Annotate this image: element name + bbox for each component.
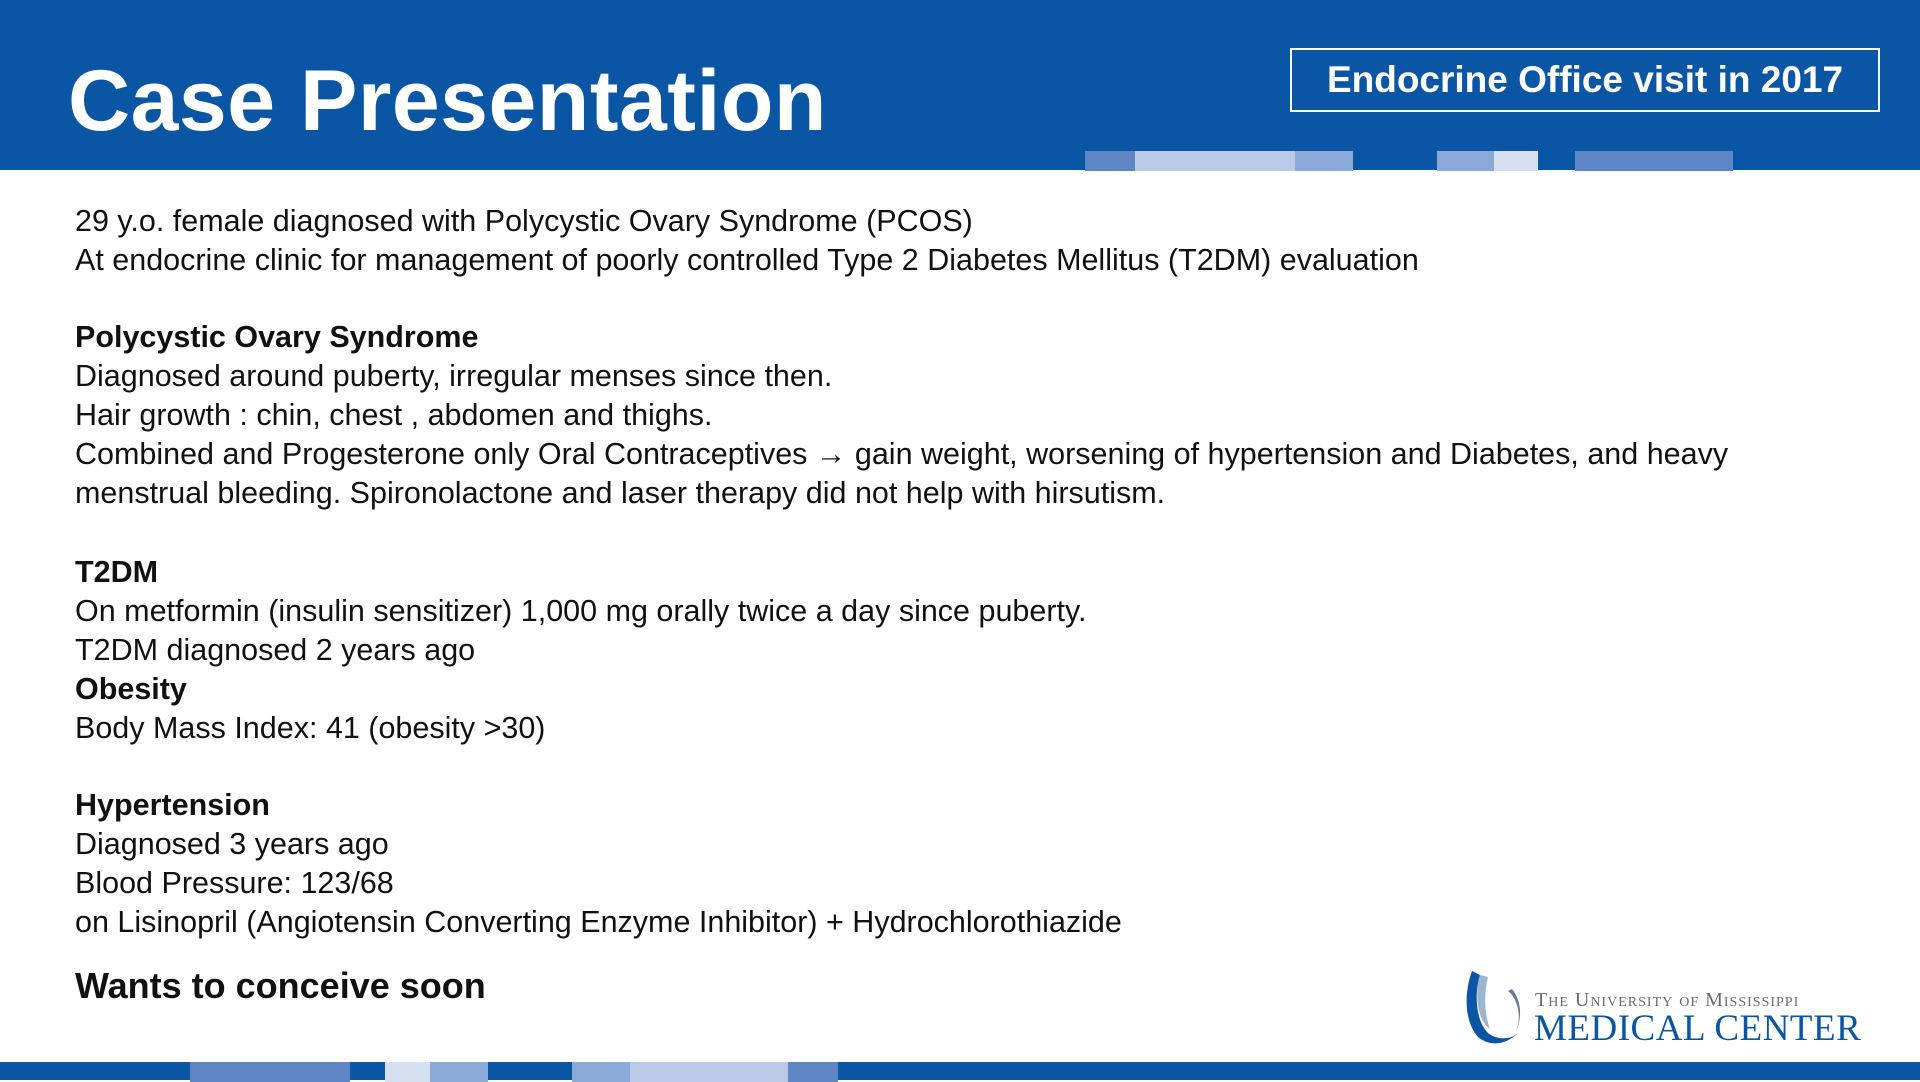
t2dm-line: On metformin (insulin sensitizer) 1,000 mg orally twice a day since puberty. [75,594,1087,628]
header-bar [0,0,1920,170]
slide-body [75,202,1835,1005]
logo-mark-icon [1460,963,1530,1048]
t2dm-line: T2DM diagnosed 2 years ago [75,633,476,667]
visit-label-box [1290,48,1880,112]
footer-strip [572,1062,630,1082]
logo-bottom-text: MEDICAL CENTER [1534,1008,1862,1049]
pcos-line: Diagnosed around puberty, irregular menses since then. [75,359,833,393]
intro-line: At endocrine clinic for management of poorly controlled Type 2 Diabetes Mellitus (T2DM) evaluation [75,243,1419,277]
hypertension-line: Diagnosed 3 years ago [75,827,389,861]
footer-strip [385,1062,430,1082]
footer-strip [788,1062,838,1082]
t2dm-heading: T2DM [75,555,159,589]
logo-top-text: The University of Mississippi [1535,989,1800,1011]
header-strip [1575,151,1733,171]
obesity-line: Body Mass Index: 41 (obesity >30) [75,711,546,745]
arrow-right-icon: → [815,437,847,471]
intro-line: 29 y.o. female diagnosed with Polycystic Ovary Syndrome (PCOS) [75,204,973,238]
header-strip [1135,151,1295,171]
obesity-heading: Obesity [75,672,187,706]
pcos-line: Hair growth : chin, chest , abdomen and thighs. [75,398,713,432]
footer-strip [430,1062,488,1082]
header-strip [1085,151,1135,171]
pcos-line-part: gain weight, worsening of hypertension and Diabetes, and heavy [854,437,1729,471]
header-strip [1437,151,1494,171]
hypertension-line: on Lisinopril (Angiotensin Converting Enzyme Inhibitor) + Hydrochlorothiazide [75,905,1122,939]
footer-strip [630,1062,788,1082]
footer-strip [190,1062,350,1082]
hypertension-heading: Hypertension [75,788,270,822]
visit-label: Endocrine Office visit in 2017 [1326,59,1844,100]
pcos-line: menstrual bleeding. Spironolactone and laser therapy did not help with hirsutism. [75,476,1166,510]
hypertension-line: Blood Pressure: 123/68 [75,866,394,900]
closing-statement: Wants to conceive soon [75,965,486,1006]
pcos-line [75,435,1835,474]
pcos-heading: Polycystic Ovary Syndrome [75,320,479,354]
header-strip [1494,151,1538,171]
header-strip [1295,151,1353,171]
pcos-line-part: Combined and Progesterone only Oral Contraceptives [75,437,808,471]
university-logo [1460,963,1860,1048]
page-title: Case Presentation [68,53,827,149]
